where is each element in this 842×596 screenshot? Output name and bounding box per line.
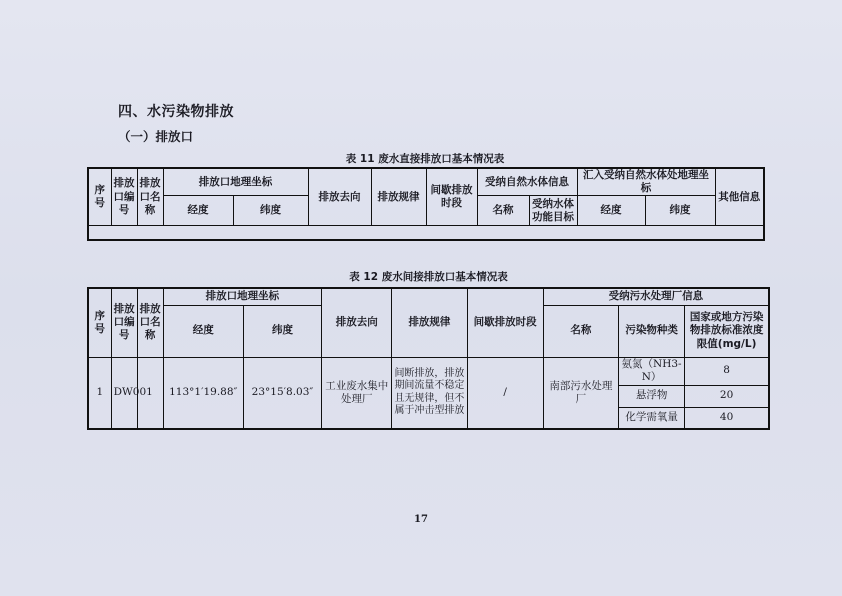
- subsection-heading: （一）排放口: [118, 129, 194, 144]
- t11-header-rule: 排放规律: [371, 168, 426, 226]
- t12-row-plant-name: 南部污水处理厂: [543, 357, 618, 429]
- t12-header-outlet-name: 排放口名称: [137, 288, 163, 357]
- t12-row-direction: 工业废水集中处理厂: [322, 357, 392, 429]
- t11-header-longitude: 经度: [163, 196, 233, 226]
- table11: [87, 167, 765, 241]
- t11-header-receiving-group: 受纳自然水体信息: [477, 168, 577, 196]
- t11-header-coord-group: 排放口地理坐标: [163, 168, 308, 196]
- t12-pollutant-limit: 8: [685, 357, 769, 385]
- t12-pollutant-name: 悬浮物: [618, 385, 684, 407]
- t11-header-outlet-name: 排放口名称: [137, 168, 163, 226]
- t12-header-direction: 排放去向: [322, 288, 392, 357]
- t11-header-intermittent: 间歇排放时段: [426, 168, 477, 226]
- t12-header-coord-group: 排放口地理坐标: [163, 288, 321, 305]
- t11-header-conf-latitude: 纬度: [645, 196, 715, 226]
- table12-caption: 表 12 废水间接排放口基本情况表: [349, 271, 508, 283]
- t12-header-rule: 排放规律: [392, 288, 467, 357]
- t12-header-limit: 国家或地方污染物排放标准浓度限值(mg/L): [685, 305, 769, 357]
- t11-header-water-name: 名称: [477, 196, 529, 226]
- t11-header-water-function: 受纳水体功能目标: [529, 196, 577, 226]
- t12-pollutant-name: 氨氮（NH3-N）: [618, 357, 684, 385]
- t12-pollutant-limit: 40: [685, 407, 769, 429]
- t12-header-plant-group: 受纳污水处理厂信息: [543, 288, 769, 305]
- t11-header-confluence-group: 汇入受纳自然水体处地理坐标: [577, 168, 715, 196]
- t12-row-rule: 间断排放，排放期间流量不稳定且无规律，但不属于冲击型排放: [392, 357, 467, 429]
- t12-row-latitude: 23°15′8.03″: [243, 357, 321, 429]
- t12-header-seq: 序号: [88, 288, 111, 357]
- t12-row-longitude: 113°1′19.88″: [163, 357, 243, 429]
- table11-caption: 表 11 废水直接排放口基本情况表: [345, 153, 505, 165]
- page-number: 17: [414, 514, 428, 525]
- t12-row-intermittent: /: [467, 357, 543, 429]
- t11-header-outlet-code: 排放口编号: [111, 168, 137, 226]
- t11-header-seq: 序号: [88, 168, 111, 226]
- table12: [87, 287, 770, 430]
- t11-header-direction: 排放去向: [308, 168, 371, 226]
- t11-empty-row: [88, 226, 764, 240]
- t12-header-latitude: 纬度: [243, 305, 321, 357]
- t11-header-other: 其他信息: [715, 168, 764, 226]
- t12-header-intermittent: 间歇排放时段: [467, 288, 543, 357]
- t12-header-plant-name: 名称: [543, 305, 618, 357]
- t12-row-code: DW001: [111, 357, 137, 429]
- section-heading: 四、水污染物排放: [118, 104, 234, 120]
- t11-header-conf-longitude: 经度: [577, 196, 645, 226]
- t12-row-seq: 1: [88, 357, 111, 429]
- t11-header-latitude: 纬度: [233, 196, 308, 226]
- t12-pollutant-limit: 20: [685, 385, 769, 407]
- t12-header-pollutant: 污染物种类: [618, 305, 684, 357]
- t12-header-longitude: 经度: [163, 305, 243, 357]
- t12-header-outlet-code: 排放口编号: [111, 288, 137, 357]
- t12-pollutant-name: 化学需氧量: [618, 407, 684, 429]
